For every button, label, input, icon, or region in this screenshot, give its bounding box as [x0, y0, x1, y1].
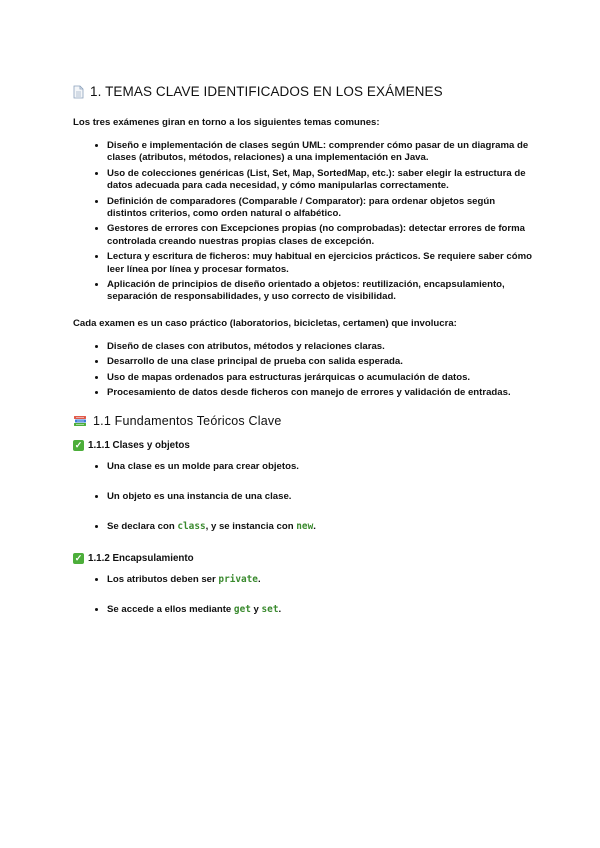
cases-paragraph: Cada examen es un caso práctico (laboratorios, bicicletas, certamen) que involucra: — [73, 317, 457, 329]
list-item — [107, 521, 533, 533]
list-item: • Un objeto es una instancia de una clase. — [107, 491, 533, 503]
item-text: , y se instancia con — [205, 520, 297, 532]
list-item — [107, 604, 533, 616]
list-item: • Lectura y escritura de ficheros: muy habitual en ejercicios prácticos. Se requiere saber cómo leer línea por línea y procesar formatos. — [107, 251, 533, 276]
topic-title: 1.1.2 Encapsulamiento — [88, 552, 194, 564]
item-text: y — [250, 603, 262, 615]
topic-heading — [73, 553, 533, 564]
code-keyword-private: private — [218, 573, 258, 585]
item-text: . — [313, 520, 316, 532]
subsection-heading — [73, 414, 533, 428]
intro-paragraph: Los tres exámenes giran en torno a los siguientes temas comunes: — [73, 117, 380, 128]
item-text: Se declara con — [107, 520, 178, 532]
section-title: 1. TEMAS CLAVE IDENTIFICADOS EN LOS EXÁMENES — [90, 84, 443, 99]
list-item: • Diseño e implementación de clases según UML: comprender cómo pasar de un diagrama de clases (atributos, métodos, relaciones) a una implementación en Java. — [107, 140, 533, 165]
books-icon — [73, 415, 87, 427]
classes-list — [73, 461, 533, 533]
list-item: • Una clase es un molde para crear objetos. — [107, 461, 533, 473]
code-keyword-set: set — [261, 603, 279, 615]
list-item: • Gestores de errores con Excepciones propias (no comprobadas): detectar errores de forma controlada creando nuestras propias clases de excepción. — [107, 223, 533, 248]
topics-list — [73, 140, 533, 304]
cases-list — [73, 341, 533, 400]
encapsulation-list — [73, 574, 533, 616]
check-mark-icon: ✓ — [74, 552, 83, 563]
list-item — [107, 574, 533, 586]
code-keyword-new: new — [296, 520, 314, 532]
list-item: • Uso de colecciones genéricas (List, Set, Map, SortedMap, etc.): saber elegir la estructura de datos adecuada para cada necesidad, y cómo manipularlas correctamente. — [107, 168, 533, 193]
section-heading — [73, 84, 533, 99]
list-item: • Procesamiento de datos desde ficheros con manejo de errores y validación de entradas. — [107, 387, 533, 399]
document-page — [73, 84, 533, 636]
list-item: • Definición de comparadores (Comparable / Comparator): para ordenar objetos según distintos criterios, como orden natural o alfabético. — [107, 196, 533, 221]
subsection-title: 1.1 Fundamentos Teóricos Clave — [93, 413, 282, 428]
code-keyword-get: get — [233, 603, 251, 615]
list-item: • Desarrollo de una clase principal de prueba con salida esperada. — [107, 356, 533, 368]
document-icon — [73, 85, 84, 99]
topic-heading — [73, 440, 533, 451]
list-item: • Aplicación de principios de diseño orientado a objetos: reutilización, encapsulamiento, separación de responsabilidades, y uso correcto de visibilidad. — [107, 279, 533, 304]
item-text: . — [278, 603, 282, 615]
list-item: • Diseño de clases con atributos, métodos y relaciones claras. — [107, 341, 533, 353]
item-text: Los atributos deben ser — [107, 573, 219, 585]
item-text: Se accede a ellos mediante — [107, 603, 234, 615]
code-keyword-class: class — [177, 520, 206, 532]
check-mark-icon: ✓ — [74, 439, 83, 450]
item-text: . — [257, 573, 261, 585]
topic-title: 1.1.1 Clases y objetos — [88, 439, 190, 451]
list-item: • Uso de mapas ordenados para estructuras jerárquicas o acumulación de datos. — [107, 372, 533, 384]
